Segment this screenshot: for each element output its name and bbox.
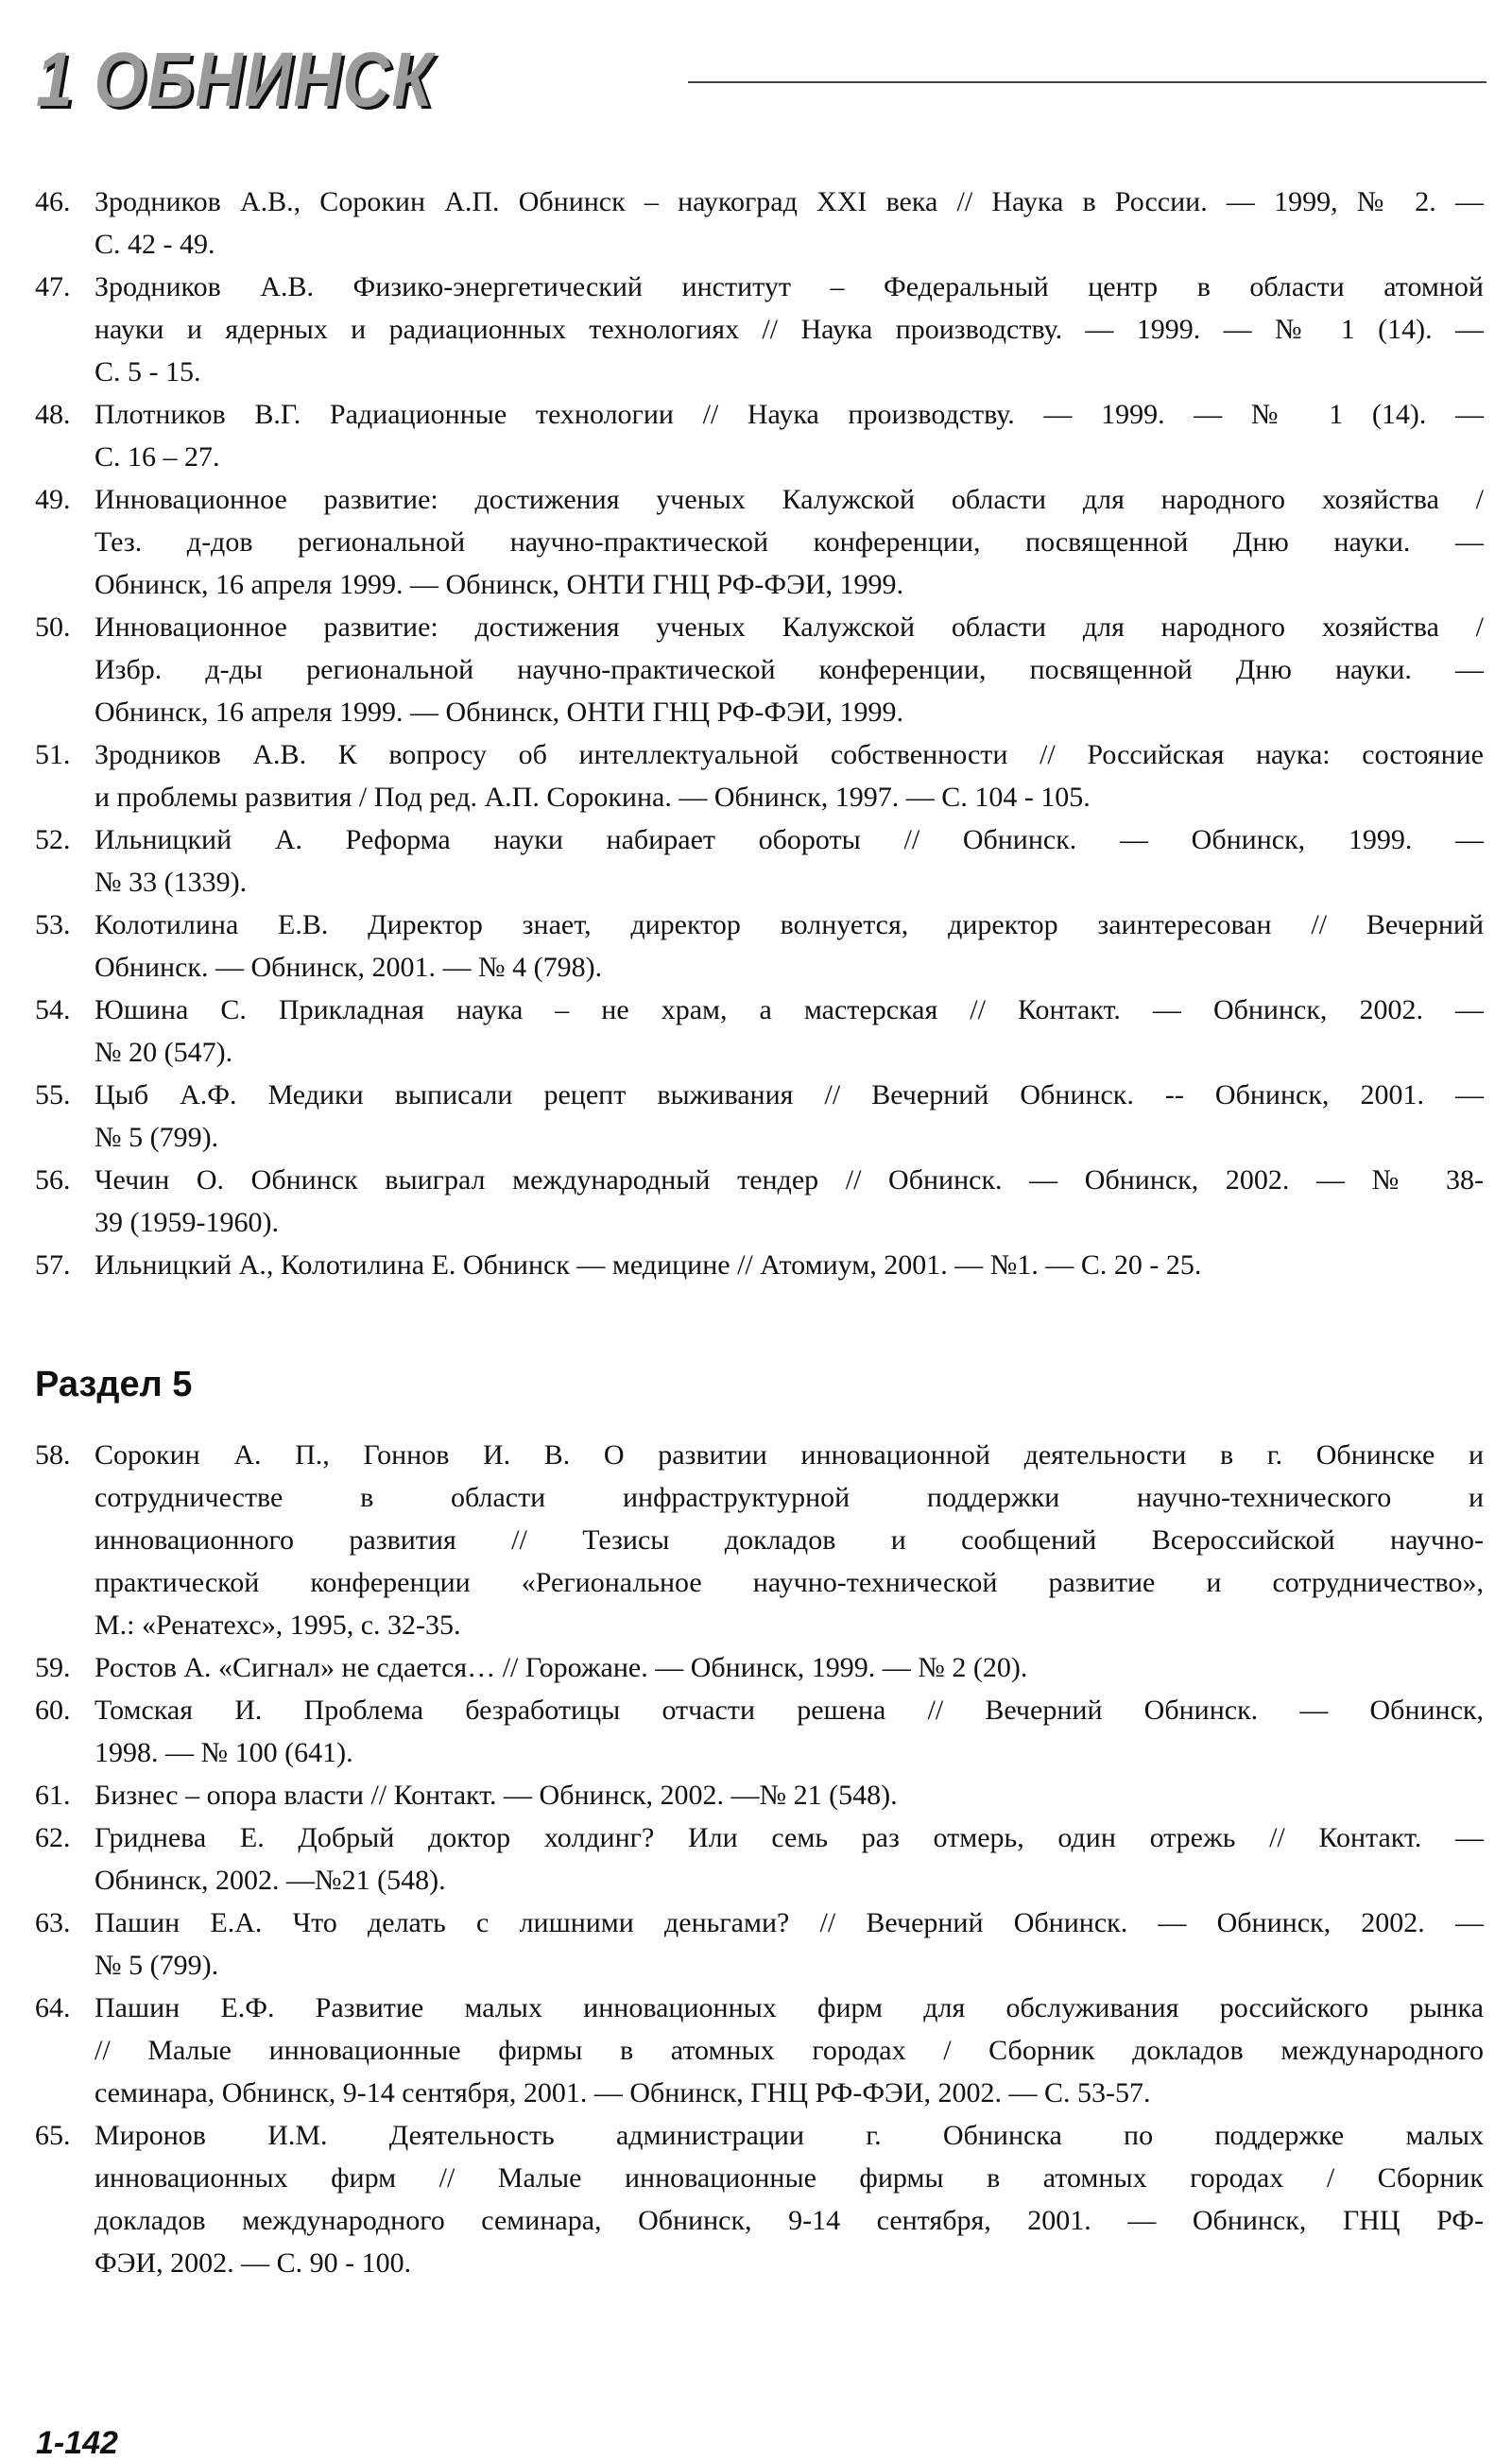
header-rule [688, 81, 1486, 83]
reference-text-line: Ильницкий А., Колотилина Е. Обнинск — медицине // Атомиум, 2001. — №1. — С. 20 - 25. [94, 1249, 1202, 1281]
reference-entry [0, 904, 1484, 989]
reference-text-line: 1998. — № 100 (641). [94, 1737, 353, 1768]
reference-entry [0, 818, 1484, 904]
reference-entry [0, 1902, 1484, 1987]
reference-text-line: Зродников А.В. Физико-энергетический институт – Федеральный центр в области атомной [94, 271, 1484, 302]
reference-number: 64. [35, 1992, 71, 2023]
reference-entry [0, 1646, 1484, 1689]
reference-text-line: Зродников А.В., Сорокин А.П. Обнинск – наукоград XXI века // Наука в России. — 1999, № 2. — [94, 186, 1484, 217]
reference-text-line: Бизнес – опора власти // Контакт. — Обнинск, 2002. —№ 21 (548). [94, 1780, 898, 1811]
reference-text-line: Юшина С. Прикладная наука – не храм, а мастерская // Контакт. — Обнинск, 2002. — [94, 994, 1484, 1025]
reference-number: 58. [35, 1439, 71, 1471]
reference-text-line: Плотников В.Г. Радиационные технологии // Наука производству. — 1999. — № 1 (14). — [94, 399, 1484, 430]
reference-text-line: Инновационное развитие: достижения ученых Калужской области для народного хозяйства / [94, 611, 1484, 643]
reference-text-line: инновационного развития // Тезисы докладов и сообщений Всероссийской научно- [94, 1524, 1484, 1556]
page-number: 1-142 [36, 2425, 118, 2461]
reference-number: 51. [35, 739, 71, 770]
reference-entry [0, 989, 1484, 1074]
reference-number: 46. [35, 186, 71, 217]
reference-text-line: Гриднева Е. Добрый доктор холдинг? Или семь раз отмерь, один отрежь // Контакт. — [94, 1822, 1484, 1853]
reference-number: 53. [35, 909, 71, 940]
running-header [26, 38, 1486, 123]
section-heading: Раздел 5 [35, 1365, 193, 1404]
reference-text-line: Миронов И.М. Деятельность администрации г. Обнинска по поддержке малых [94, 2120, 1484, 2151]
reference-entry [0, 1434, 1484, 1646]
reference-entry [0, 606, 1484, 733]
reference-text-line: докладов международного семинара, Обнинск, 9-14 сентября, 2001. — Обнинск, ГНЦ РФ- [94, 2205, 1484, 2236]
reference-text-line: Ильницкий А. Реформа науки набирает обороты // Обнинск. — Обнинск, 1999. — [94, 824, 1484, 855]
reference-entry [0, 1244, 1484, 1286]
reference-entry [0, 2114, 1484, 2284]
reference-text-line: Обнинск, 2002. —№21 (548). [94, 1865, 446, 1896]
reference-text-line: Томская И. Проблема безработицы отчасти решена // Вечерний Обнинск. — Обнинск, [94, 1695, 1484, 1726]
reference-text-line: 39 (1959-1960). [94, 1207, 279, 1238]
reference-entry [0, 1987, 1484, 2114]
reference-text-line: Зродников А.В. К вопросу об интеллектуальной собственности // Российская наука: состояние [94, 739, 1484, 770]
reference-number: 55. [35, 1079, 71, 1110]
reference-text-line: ФЭИ, 2002. — С. 90 - 100. [94, 2247, 412, 2279]
reference-number: 61. [35, 1780, 71, 1811]
reference-text-line: Обнинск, 16 апреля 1999. — Обнинск, ОНТИ ГНЦ РФ-ФЭИ, 1999. [94, 697, 904, 728]
reference-number: 52. [35, 824, 71, 855]
reference-number: 54. [35, 994, 71, 1025]
reference-text-line: практической конференции «Региональное научно-технической развитие и сотрудничество», [94, 1567, 1484, 1598]
reference-text-line: Избр. д-ды региональной научно-практической конференции, посвященной Дню науки. — [94, 654, 1484, 685]
reference-text-line: Колотилина Е.В. Директор знает, директор волнуется, директор заинтересован // Вечерний [94, 909, 1484, 940]
reference-text-line: № 5 (799). [94, 1950, 219, 1981]
reference-text-line: № 20 (547). [94, 1037, 233, 1068]
reference-text-line: инновационных фирм // Малые инновационные фирмы в атомных городах / Сборник [94, 2162, 1484, 2194]
bibliography [0, 181, 1512, 2284]
reference-number: 57. [35, 1249, 71, 1281]
reference-list-section-5 [0, 1434, 1512, 2284]
reference-text-line: Инновационное развитие: достижения ученых Калужской области для народного хозяйства / [94, 484, 1484, 515]
reference-entry [0, 1074, 1484, 1159]
reference-entry [0, 393, 1484, 478]
reference-entry [0, 1816, 1484, 1902]
reference-text-line: С. 5 - 15. [94, 356, 201, 387]
reference-text-line: Сорокин А. П., Гоннов И. В. О развитии инновационной деятельности в г. Обнинске и [94, 1439, 1484, 1471]
reference-text-line: и проблемы развития / Под ред. А.П. Сорокина. — Обнинск, 1997. — С. 104 - 105. [94, 782, 1091, 813]
reference-text-line: С. 42 - 49. [94, 229, 215, 260]
reference-text-line: М.: «Ренатехс», 1995, с. 32-35. [94, 1609, 461, 1641]
reference-entry [0, 733, 1484, 818]
reference-text-line: Тез. д-дов региональной научно-практической конференции, посвященной Дню науки. — [94, 526, 1484, 558]
reference-number: 60. [35, 1695, 71, 1726]
reference-text-line: № 33 (1339). [94, 867, 248, 898]
reference-number: 48. [35, 399, 71, 430]
reference-entry [0, 1689, 1484, 1774]
reference-text-line: С. 16 – 27. [94, 441, 220, 473]
reference-text-line: Обнинск. — Обнинск, 2001. — № 4 (798). [94, 952, 603, 983]
reference-entry [0, 181, 1484, 266]
reference-text-line: семинара, Обнинск, 9-14 сентября, 2001. — Обнинск, ГНЦ РФ-ФЭИ, 2002. — С. 53-57. [94, 2077, 1151, 2108]
reference-number: 49. [35, 484, 71, 515]
reference-number: 50. [35, 611, 71, 643]
reference-number: 47. [35, 271, 71, 302]
reference-entry [0, 266, 1484, 393]
reference-text-line: Обнинск, 16 апреля 1999. — Обнинск, ОНТИ ГНЦ РФ-ФЭИ, 1999. [94, 569, 904, 600]
reference-entry [0, 1774, 1484, 1816]
reference-text-line: науки и ядерных и радиационных технологиях // Наука производству. — 1999. — № 1 (14). — [94, 314, 1484, 345]
reference-text-line: № 5 (799). [94, 1122, 219, 1153]
reference-text-line: Цыб А.Ф. Медики выписали рецепт выживания // Вечерний Обнинск. -- Обнинск, 2001. — [94, 1079, 1484, 1110]
reference-text-line: // Малые инновационные фирмы в атомных городах / Сборник докладов международного [94, 2035, 1484, 2066]
reference-number: 59. [35, 1652, 71, 1683]
reference-text-line: Чечин О. Обнинск выиграл международный тендер // Обнинск. — Обнинск, 2002. — № 38- [94, 1164, 1484, 1196]
reference-entry [0, 1159, 1484, 1244]
reference-number: 56. [35, 1164, 71, 1196]
reference-text-line: Пашин Е.Ф. Развитие малых инновационных фирм для обслуживания российского рынка [94, 1992, 1484, 2023]
reference-text-line: Ростов А. «Сигнал» не сдается… // Горожане. — Обнинск, 1999. — № 2 (20). [94, 1652, 1028, 1683]
header-title: 1 ОБНИНСК [36, 37, 434, 123]
reference-text-line: Пашин Е.А. Что делать с лишними деньгами? // Вечерний Обнинск. — Обнинск, 2002. — [94, 1907, 1484, 1938]
reference-entry [0, 478, 1484, 606]
reference-list [0, 181, 1512, 1286]
reference-number: 63. [35, 1907, 71, 1938]
reference-text-line: сотрудничестве в области инфраструктурной поддержки научно-технического и [94, 1482, 1484, 1513]
reference-number: 62. [35, 1822, 71, 1853]
reference-number: 65. [35, 2120, 71, 2151]
